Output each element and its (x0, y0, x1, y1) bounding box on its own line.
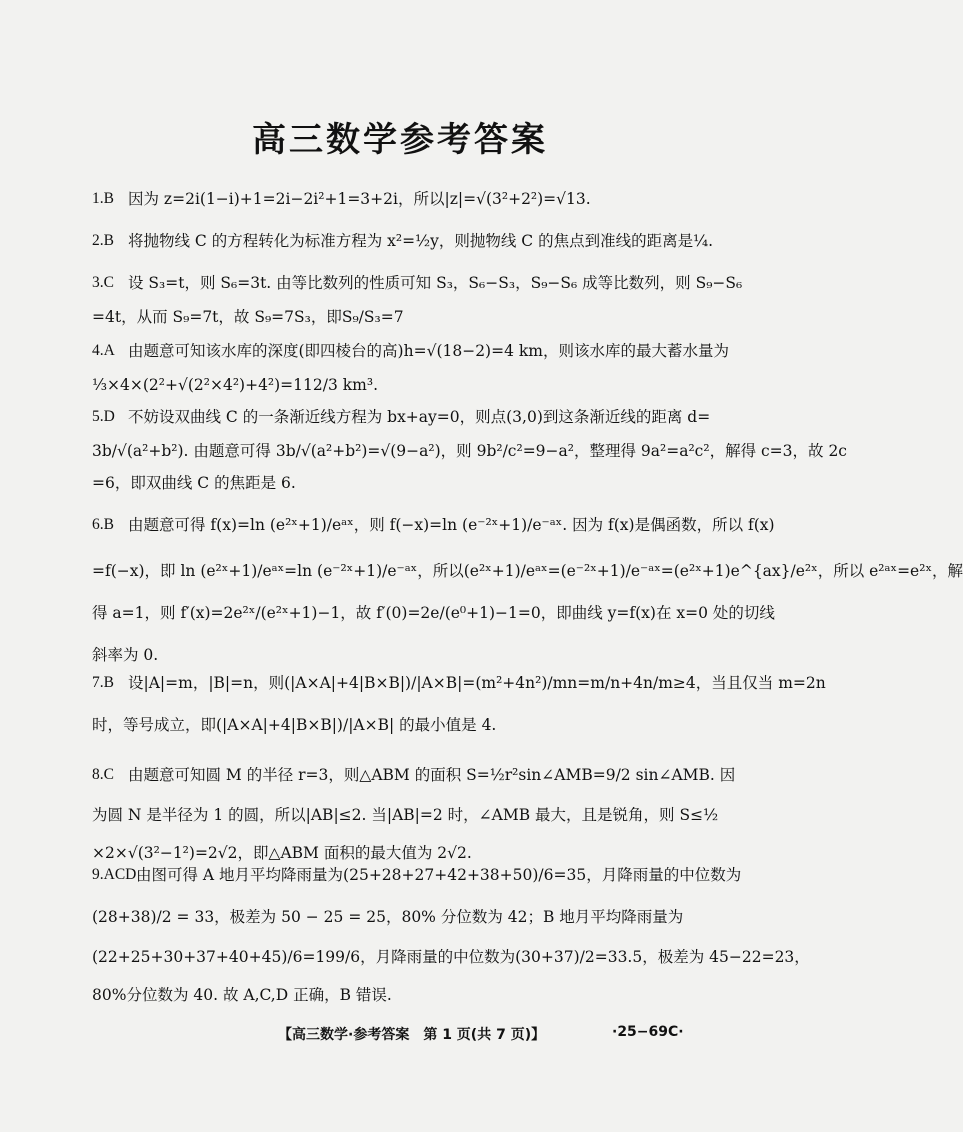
answer-text-line: 不妨设双曲线 C 的一条渐近线方程为 bx+ay=0，则点(3,0)到这条渐近线的距离 d= (128, 408, 711, 426)
answer-number: 7.B (92, 674, 114, 691)
footer-code: ·25−69C· (612, 1024, 684, 1040)
answer-number: 4.A (92, 342, 115, 359)
answer-number: 3.C (92, 274, 114, 291)
answer-text-line: 由题意可知该水库的深度(即四棱台的高)h=√(18−2)=4 km，则该水库的最大蓄水量为 (128, 342, 729, 360)
answer-text-line: ×2×√(3²−1²)=2√2，即△ABM 面积的最大值为 2√2. (92, 844, 472, 862)
answer-number: 8.C (92, 766, 114, 783)
answer-text-line: 设|A|=m，|B|=n，则(|A×A|+4|B×B|)/|A×B|=(m²+4n²)/mn=m/n+4n/m≥4，当且仅当 m=2n (128, 674, 826, 692)
answer-number: 1.B (92, 190, 114, 207)
answer-text-line: 由题意可得 f(x)=ln (e²ˣ+1)/eᵃˣ，则 f(−x)=ln (e⁻²ˣ+1)/e⁻ᵃˣ. 因为 f(x)是偶函数，所以 f(x) (128, 516, 775, 534)
page-title: 高三数学参考答案 (252, 120, 548, 160)
answer-text-line: 3b/√(a²+b²). 由题意可得 3b/√(a²+b²)=√(9−a²)，则 9b²/c²=9−a²，整理得 9a²=a²c²，解得 c=3，故 2c (92, 442, 847, 460)
answer-text-line: =4t，从而 S₉=7t，故 S₉=7S₃，即S₉/S₃=7 (92, 308, 404, 326)
answer-text-line: 时，等号成立，即(|A×A|+4|B×B|)/|A×B| 的最小值是 4. (92, 716, 497, 734)
answer-text-line: 为圆 N 是半径为 1 的圆，所以|AB|≤2. 当|AB|=2 时，∠AMB 最大，且是锐角，则 S≤½ (92, 806, 719, 824)
answer-text-line: 设 S₃=t，则 S₆=3t. 由等比数列的性质可知 S₃，S₆−S₃，S₉−S₆ 成等比数列，则 S₉−S₆ (128, 274, 743, 292)
answer-text-line: 得 a=1，则 f′(x)=2e²ˣ/(e²ˣ+1)−1，故 f′(0)=2e/(e⁰+1)−1=0，即曲线 y=f(x)在 x=0 处的切线 (92, 604, 775, 622)
answer-text-line: 斜率为 0. (92, 646, 159, 664)
answer-text-line: ⅓×4×(2²+√(2²×4²)+4²)=112/3 km³. (92, 376, 379, 394)
answer-text-line: 将抛物线 C 的方程转化为标准方程为 x²=½y，则抛物线 C 的焦点到准线的距离是¼. (128, 232, 714, 250)
footer-page-info: 【高三数学·参考答案 第 1 页(共 7 页)】 (278, 1027, 546, 1043)
answer-text-line: =f(−x)，即 ln (e²ˣ+1)/eᵃˣ=ln (e⁻²ˣ+1)/e⁻ᵃˣ，所以(e²ˣ+1)/eᵃˣ=(e⁻²ˣ+1)/e⁻ᵃˣ=(e²ˣ+1)e^{ax}/e²ˣ，所以 e²ᵃˣ=e²ˣ，解 (92, 562, 963, 580)
answer-number: 5.D (92, 408, 115, 425)
answer-number: 6.B (92, 516, 114, 533)
answer-text-line: =6，即双曲线 C 的焦距是 6. (92, 474, 296, 492)
answer-text-line: (22+25+30+37+40+45)/6=199/6，月降雨量的中位数为(30+37)/2=33.5，极差为 45−22=23， (92, 948, 810, 966)
answer-text-line: 80%分位数为 40. 故 A,C,D 正确，B 错误. (92, 986, 392, 1004)
answer-number: 2.B (92, 232, 114, 249)
answer-text-line: (28+38)/2 = 33，极差为 50 − 25 = 25，80% 分位数为 42；B 地月平均降雨量为 (92, 908, 684, 926)
answer-text-line: 因为 z=2i(1−i)+1=2i−2i²+1=3+2i，所以|z|=√(3²+2²)=√13. (128, 190, 591, 208)
answer-number: 9.ACD (92, 866, 137, 883)
answer-text-line: 由图可得 A 地月平均降雨量为(25+28+27+42+38+50)/6=35，月降雨量的中位数为 (136, 866, 742, 884)
answer-text-line: 由题意可知圆 M 的半径 r=3，则△ABM 的面积 S=½r²sin∠AMB=9/2 sin∠AMB. 因 (128, 766, 736, 784)
